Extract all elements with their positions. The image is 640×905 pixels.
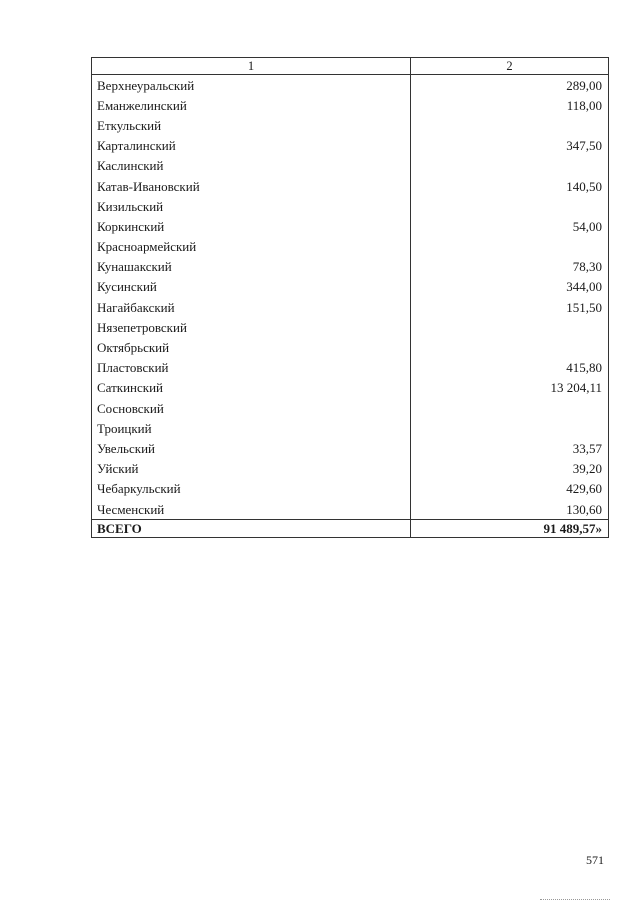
table-row — [92, 115, 609, 135]
table-row — [92, 75, 609, 96]
table-row — [92, 499, 609, 520]
total-label: ВСЕГО — [92, 520, 411, 538]
table-row — [92, 297, 609, 317]
district-name: Каслинский — [92, 156, 411, 176]
district-name: Увельский — [92, 438, 411, 458]
district-name: Чесменский — [92, 499, 411, 520]
district-name: Нагайбакский — [92, 297, 411, 317]
district-name: Кизильский — [92, 196, 411, 216]
district-value: 13 204,11 — [411, 378, 609, 398]
table-row — [92, 317, 609, 337]
table-row — [92, 277, 609, 297]
district-value: 151,50 — [411, 297, 609, 317]
district-value: 347,50 — [411, 136, 609, 156]
district-value: 140,50 — [411, 176, 609, 196]
district-value — [411, 115, 609, 135]
table-row — [92, 216, 609, 236]
table-row — [92, 398, 609, 418]
table-row — [92, 459, 609, 479]
table-row — [92, 337, 609, 357]
page-number: 571 — [586, 853, 604, 867]
district-name: Нязепетровский — [92, 317, 411, 337]
total-row — [92, 520, 609, 538]
table-row — [92, 418, 609, 438]
table-row — [92, 136, 609, 156]
district-value: 130,60 — [411, 499, 609, 520]
table-row — [92, 196, 609, 216]
district-name: Верхнеуральский — [92, 75, 411, 96]
table-row — [92, 358, 609, 378]
district-value: 33,57 — [411, 438, 609, 458]
district-value — [411, 196, 609, 216]
district-value — [411, 418, 609, 438]
column-header-2: 2 — [411, 58, 609, 75]
district-name: Еманжелинский — [92, 95, 411, 115]
district-name: Сосновский — [92, 398, 411, 418]
district-value — [411, 237, 609, 257]
district-value: 344,00 — [411, 277, 609, 297]
district-value: 54,00 — [411, 216, 609, 236]
district-name: Еткульский — [92, 115, 411, 135]
district-value: 429,60 — [411, 479, 609, 499]
table-body — [92, 75, 609, 520]
district-name: Чебаркульский — [92, 479, 411, 499]
district-value: 39,20 — [411, 459, 609, 479]
district-name: Кунашакский — [92, 257, 411, 277]
district-value: 415,80 — [411, 358, 609, 378]
district-value: 118,00 — [411, 95, 609, 115]
scan-artifact-line — [540, 899, 610, 901]
table-row — [92, 479, 609, 499]
table-row — [92, 257, 609, 277]
total-value: 91 489,57» — [411, 520, 609, 538]
district-name: Троицкий — [92, 418, 411, 438]
district-value: 289,00 — [411, 75, 609, 96]
table-row — [92, 156, 609, 176]
table-row — [92, 95, 609, 115]
data-table — [91, 57, 609, 538]
table-header-row — [92, 58, 609, 75]
district-name: Кусинский — [92, 277, 411, 297]
district-name: Коркинский — [92, 216, 411, 236]
district-name: Октябрьский — [92, 337, 411, 357]
district-value — [411, 337, 609, 357]
district-value — [411, 398, 609, 418]
district-name: Карталинский — [92, 136, 411, 156]
district-name: Пластовский — [92, 358, 411, 378]
table-row — [92, 438, 609, 458]
table-row — [92, 176, 609, 196]
district-name: Красноармейский — [92, 237, 411, 257]
district-value: 78,30 — [411, 257, 609, 277]
district-name: Уйский — [92, 459, 411, 479]
district-name: Катав-Ивановский — [92, 176, 411, 196]
district-name: Саткинский — [92, 378, 411, 398]
table-row — [92, 237, 609, 257]
district-value — [411, 156, 609, 176]
column-header-1: 1 — [92, 58, 411, 75]
table-row — [92, 378, 609, 398]
district-value — [411, 317, 609, 337]
